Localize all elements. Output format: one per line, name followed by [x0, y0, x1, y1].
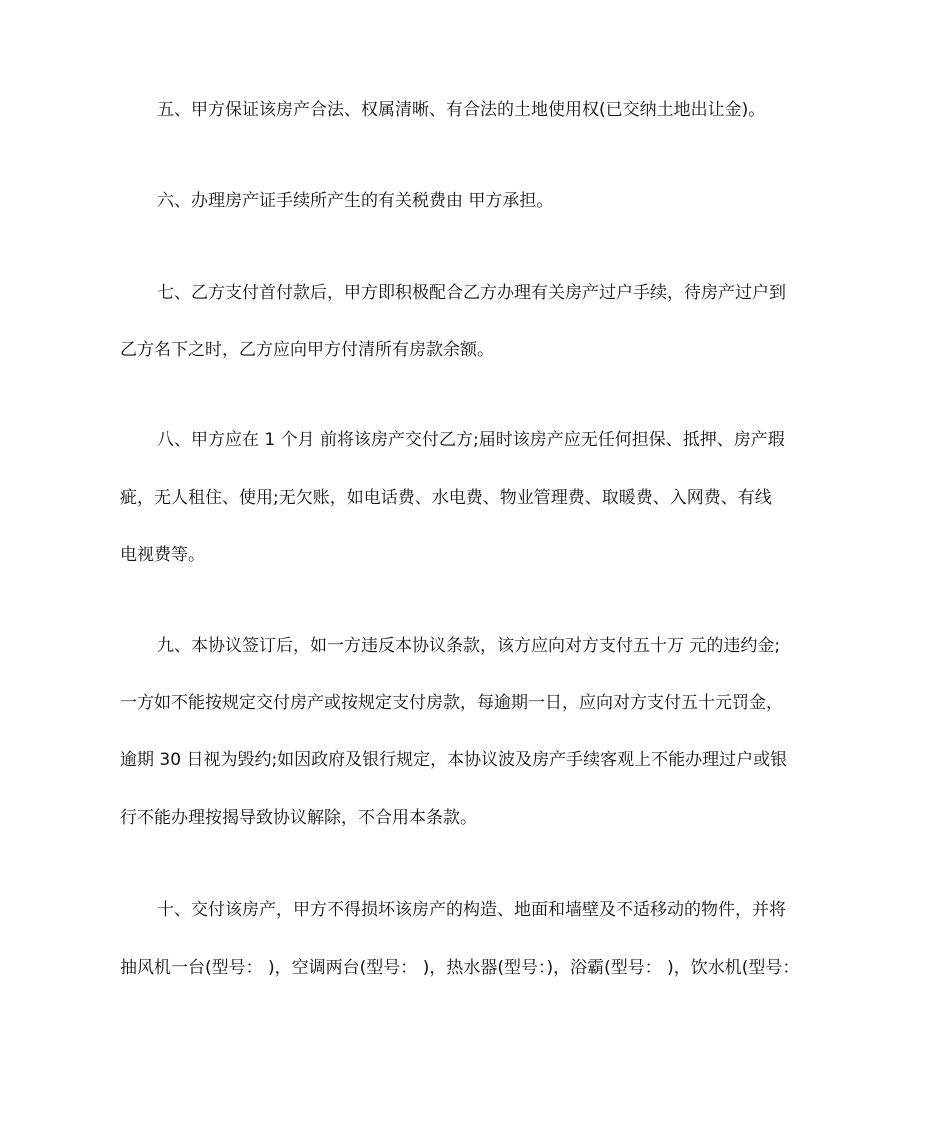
clause-10-line-1: 十、交付该房产，甲方不得损坏该房产的构造、地面和墙壁及不适移动的物件，并将: [157, 900, 786, 920]
clause-9-line-3: 逾期 30 日视为毁约;如因政府及银行规定，本协议波及房产手续客观上不能办理过户或银: [120, 750, 788, 770]
clause-6-line-1: 六、办理房产证手续所产生的有关税费由 甲方承担。: [157, 191, 554, 211]
clause-9-line-2: 一方如不能按规定交付房产或按规定支付房款，每逾期一日，应向对方支付五十元罚金，: [120, 693, 783, 713]
clause-5-line-1: 五、甲方保证该房产合法、权属清晰、有合法的土地使用权(已交纳土地出让金)。: [157, 100, 766, 120]
clause-8-line-3: 电视费等。: [120, 545, 205, 565]
clause-8-line-2: 疵，无人租住、使用;无欠账，如电话费、水电费、物业管理费、取暖费、入网费、有线: [120, 488, 772, 508]
clause-10-line-2: 抽风机一台(型号： )，空调两台(型号： )，热水器(型号：)，浴霸(型号： )，饮水机(型号：: [120, 958, 800, 978]
clause-7-line-1: 七、乙方支付首付款后，甲方即积极配合乙方办理有关房产过户手续，待房产过户到: [157, 283, 786, 303]
clause-8-line-1: 八、甲方应在 1 个月 前将该房产交付乙方;届时该房产应无任何担保、抵押、房产瑕: [157, 430, 785, 450]
clause-9-line-4: 行不能办理按揭导致协议解除，不合用本条款。: [120, 808, 477, 828]
clause-9-line-1: 九、本协议签订后，如一方违反本协议条款，该方应向对方支付五十万 元的违约金;: [157, 636, 781, 656]
clause-7-line-2: 乙方名下之时，乙方应向甲方付清所有房款余额。: [120, 340, 494, 360]
